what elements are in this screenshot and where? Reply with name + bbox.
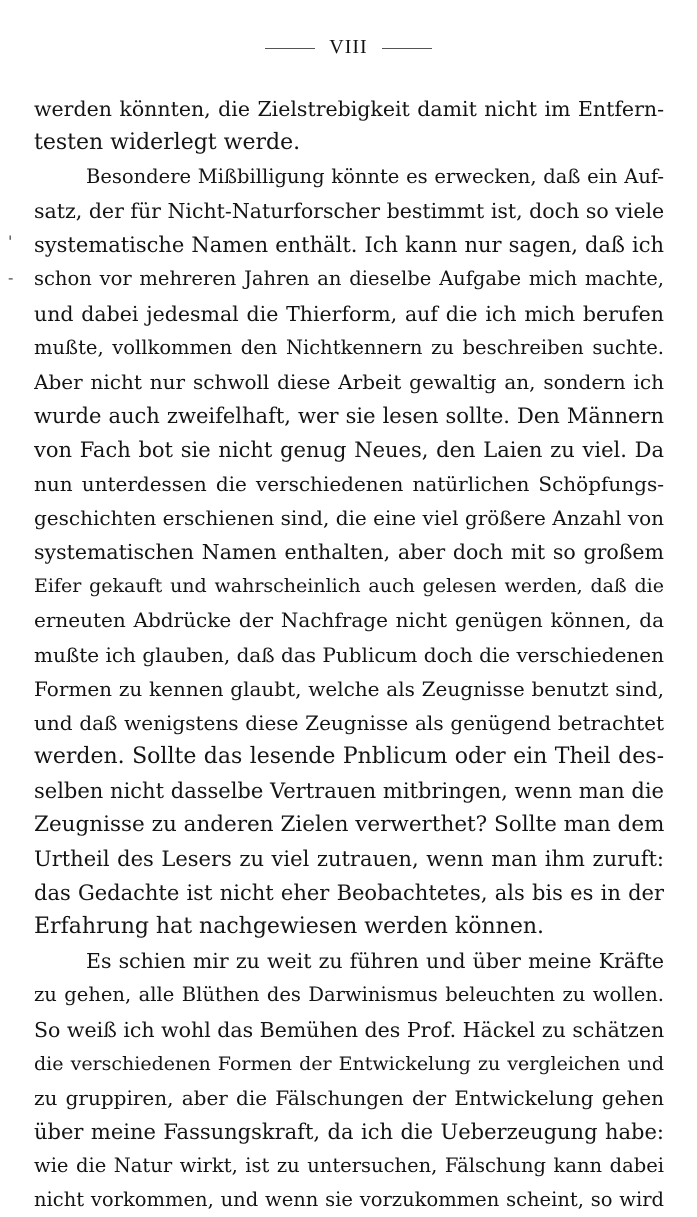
page-header xyxy=(0,36,697,59)
text-line: nun unterdessen die verschiedenen natürlichen Schöpfungs- xyxy=(34,472,664,497)
text-line: systematische Namen enthält. Ich kann nur sagen, daß ich xyxy=(34,233,664,258)
text-line: werden könnten, die Zielstrebigkeit damit nicht im Entfern- xyxy=(34,97,664,121)
text-line: und daß wenigstens diese Zeugnisse als genügend betrachtet xyxy=(34,710,664,735)
text-line: die verschiedenen Formen der Entwickelung zu vergleichen und xyxy=(34,1052,664,1075)
page-number: VIII xyxy=(329,36,368,58)
header-rule-left xyxy=(265,48,315,49)
text-line: und dabei jedesmal die Thierform, auf die ich mich berufen xyxy=(34,301,664,326)
margin-mark: ' xyxy=(8,232,13,251)
text-line: satz, der für Nicht-Naturforscher bestimmt ist, doch so viele xyxy=(34,199,664,224)
text-line: das Gedachte ist nicht eher Beobachtetes, als bis es in der xyxy=(34,881,664,906)
text-line: Erfahrung hat nachgewiesen werden können. xyxy=(34,914,545,940)
text-line: nicht vorkommen, und wenn sie vorzukommen scheint, so wird xyxy=(34,1188,664,1211)
text-line: systematischen Namen enthalten, aber doch mit so großem xyxy=(34,540,664,565)
text-line: mußte, vollkommen den Nichtkennern zu beschreiben suchte. xyxy=(34,335,664,359)
text-line: testen widerlegt werde. xyxy=(34,130,301,156)
text-line: selben nicht dasselbe Vertrauen mitbringen, wenn man die xyxy=(34,778,664,803)
text-line: Eifer gekauft und wahrscheinlich auch gelesen werden, daß die xyxy=(34,575,664,598)
text-line: werden. Sollte das lesende Pnblicum oder ein Theil des- xyxy=(34,743,664,769)
text-line: Aber nicht nur schwoll diese Arbeit gewaltig an, sondern ich xyxy=(34,369,664,394)
text-line: So weiß ich wohl das Bemühen des Prof. Häckel zu schätzen xyxy=(34,1017,664,1042)
text-line: Formen zu kennen glaubt, welche als Zeugnisse benutzt sind, xyxy=(34,676,664,701)
text-line: von Fach bot sie nicht genug Neues, den Laien zu viel. Da xyxy=(34,437,664,462)
text-line: schon vor mehreren Jahren an dieselbe Aufgabe mich machte, xyxy=(34,267,664,291)
text-line: Besondere Mißbilligung könnte es erwecken, daß ein Auf- xyxy=(86,165,664,189)
text-line: zu gruppiren, aber die Fälschungen der Entwickelung gehen xyxy=(34,1085,664,1110)
text-line: Urtheil des Lesers zu viel zutrauen, wenn man ihm zuruft: xyxy=(34,847,664,872)
header-rule-right xyxy=(382,48,432,49)
text-line: wurde auch zweifelhaft, wer sie lesen sollte. Den Männern xyxy=(34,403,664,428)
text-line: zu gehen, alle Blüthen des Darwinismus beleuchten zu wollen. xyxy=(34,983,664,1007)
text-line: erneuten Abdrücke der Nachfrage nicht genügen können, da xyxy=(34,608,664,633)
text-line: über meine Fassungskraft, da ich die Ueberzeugung habe: xyxy=(34,1119,664,1144)
text-line: geschichten erschienen sind, die eine viel größere Anzahl von xyxy=(34,506,664,531)
text-line: Es schien mir zu weit zu führen und über meine Kräfte xyxy=(86,949,664,974)
text-line: Zeugnisse zu anderen Zielen verwerthet? Sollte man dem xyxy=(34,811,664,837)
text-line: wie die Natur wirkt, ist zu untersuchen, Fälschung kann dabei xyxy=(34,1153,664,1177)
body-text xyxy=(34,92,664,1217)
text-line: mußte ich glauben, daß das Publicum doch die verschiedenen xyxy=(34,642,664,667)
margin-mark: - xyxy=(8,268,14,287)
